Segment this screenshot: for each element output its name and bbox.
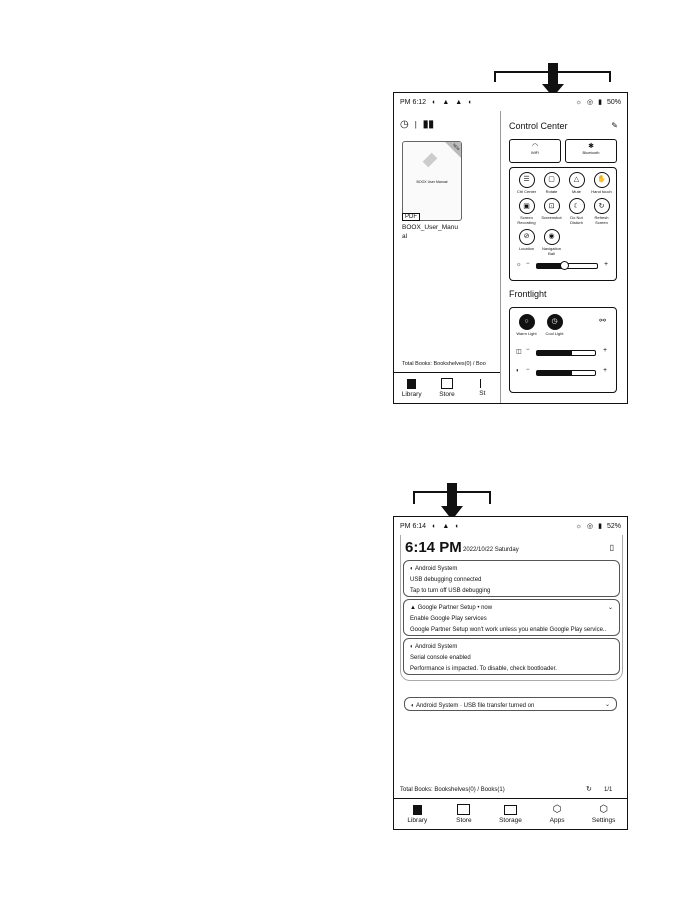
quick-setting-sliders[interactable]: ☰ Ctrl Center — [514, 172, 539, 194]
quick-setting-location[interactable]: ⊘ Location — [514, 229, 539, 256]
cool-minus[interactable]: − — [526, 367, 530, 373]
diamond-logo-icon — [423, 153, 438, 168]
nav-settings[interactable] — [580, 799, 627, 829]
apps-icon: ⬡ — [552, 803, 562, 815]
book-icon — [413, 805, 422, 815]
warm-slider[interactable] — [536, 350, 596, 356]
warning-icon: ▲ — [455, 98, 463, 106]
cool-light-icon: ◷ — [547, 314, 563, 330]
status-app-icon: ◐ — [432, 98, 437, 106]
screenshot-icon: ⊡ — [544, 198, 560, 214]
nav-store[interactable] — [429, 373, 464, 403]
folder-icon — [504, 805, 517, 815]
wifi-icon: ◠ — [531, 143, 539, 150]
nav-label: Apps — [549, 816, 565, 824]
status-app-icon: ◐ — [432, 522, 437, 530]
control-center-title: Control Center — [509, 121, 568, 131]
sync-icon: ◎ — [587, 523, 594, 530]
nav-apps[interactable] — [534, 799, 581, 829]
new-badge: NEW — [451, 142, 461, 152]
edit-icon[interactable]: ✎ — [611, 121, 618, 130]
bookshelf-icon[interactable]: ▮▮ — [422, 119, 434, 130]
hand-icon: ✋ — [594, 172, 610, 188]
control-center-panel — [500, 111, 628, 403]
nav-store[interactable] — [441, 799, 488, 829]
cool-plus[interactable]: + — [603, 367, 608, 374]
device-screen-top — [393, 92, 628, 404]
cool-light-icon-small: ◐ — [516, 368, 520, 374]
warm-light-icon-small: ◫ — [516, 349, 522, 355]
sliders-icon: ☰ — [519, 172, 535, 188]
chevron-down-icon[interactable]: ⌄ — [607, 605, 613, 611]
refresh-icon: ↻ — [594, 198, 610, 214]
battery-percent: 52% — [606, 522, 621, 530]
clock-date: 2022/10/22 Saturday — [463, 547, 519, 553]
bottom-nav — [394, 798, 627, 829]
nav-label: St — [479, 390, 486, 397]
pdf-tag: PDF — [402, 213, 420, 221]
bottom-nav — [394, 372, 500, 403]
quick-settings-box — [509, 167, 617, 281]
book-cover[interactable] — [402, 141, 462, 221]
link-icon[interactable]: ⚯ — [599, 316, 606, 325]
status-app-icon: ◐ — [468, 98, 473, 106]
volume-slider[interactable] — [536, 263, 598, 269]
nav-storage[interactable] — [487, 799, 534, 829]
brightness-icon: ☼ — [516, 262, 522, 268]
nav-label: Store — [439, 391, 455, 398]
warm-plus[interactable]: + — [603, 347, 608, 354]
light-bulb-icon: ☼ — [575, 522, 583, 530]
bluetooth-icon: ✱ — [588, 143, 594, 150]
status-app-icon: ◐ — [455, 522, 460, 530]
notification-shade — [400, 535, 623, 681]
status-bar — [394, 93, 627, 111]
book-icon — [407, 379, 416, 389]
nav-label: Library — [407, 816, 428, 824]
status-time: PM 6:14 — [400, 522, 427, 530]
notification-card[interactable]: ◐ Android System USB debugging connected Tap to turn off USB debugging — [403, 560, 620, 597]
warning-icon: ▲ — [410, 605, 416, 611]
status-bar — [394, 517, 627, 535]
wifi-toggle[interactable] — [509, 139, 561, 163]
nav-storage-partial[interactable] — [465, 373, 500, 403]
chevron-down-icon[interactable]: ⌄ — [604, 702, 610, 708]
clear-all-icon[interactable]: ▯ — [609, 543, 614, 552]
store-icon — [457, 804, 470, 815]
quick-setting-moon[interactable]: ☾ Do Not Disturb — [564, 198, 589, 225]
warm-minus[interactable]: − — [526, 347, 530, 353]
total-books-label: Total Books: Bookshelves(0) / Boo — [402, 361, 486, 367]
quick-setting-navball[interactable]: ◉ Navigation Ball — [539, 229, 564, 256]
record-icon: ▣ — [519, 198, 535, 214]
navball-icon: ◉ — [544, 229, 560, 245]
notification-card[interactable]: ◐ Android System · USB file transfer turned on ⌄ — [404, 697, 617, 711]
wifi-label: WiFi — [531, 150, 539, 155]
store-icon — [441, 378, 453, 389]
cool-light-toggle[interactable]: ◷ Cool Light — [542, 314, 567, 336]
total-books-label: Total Books: Bookshelves(0) / Books(1) — [400, 787, 505, 793]
nav-label: Library — [401, 390, 422, 398]
moon-icon: ☾ — [569, 198, 585, 214]
quick-setting-rotate[interactable]: ▢ Rotate — [539, 172, 564, 194]
library-pane: ◷ | ▮▮ NEW BOOX User Manual PDF BOOX_User_Manu al — [394, 111, 500, 373]
location-icon: ⊘ — [519, 229, 535, 245]
frontlight-box — [509, 307, 617, 393]
warm-light-icon: ○ — [519, 314, 535, 330]
bluetooth-toggle[interactable] — [565, 139, 617, 163]
bell-icon: △ — [569, 172, 585, 188]
sync-icon: ◎ — [587, 99, 594, 106]
cool-slider[interactable] — [536, 370, 596, 376]
quick-setting-refresh[interactable]: ↻ Refresh Screen — [589, 198, 614, 225]
battery-icon: ▮ — [598, 99, 602, 106]
settings-icon: ⬡ — [599, 803, 609, 815]
book-file-name[interactable]: BOOX_User_Manu al — [402, 224, 458, 240]
rotate-icon: ▢ — [544, 172, 560, 188]
notification-card[interactable]: ◐ Android System Serial console enabled Performance is impacted. To disable, check bootloader. — [403, 638, 620, 675]
android-icon: ◐ — [410, 566, 414, 572]
clock-icon[interactable]: ◷ — [400, 119, 409, 130]
nav-label: Storage — [499, 816, 522, 824]
nav-label: Settings — [591, 816, 616, 824]
quick-setting-record[interactable]: ▣ Screen Recording — [514, 198, 539, 225]
volume-minus[interactable]: − — [526, 261, 530, 267]
warning-icon: ▲ — [442, 522, 450, 530]
battery-percent: 50% — [606, 98, 621, 106]
warning-icon: ▲ — [442, 98, 450, 106]
folder-icon — [480, 379, 485, 388]
clock-time: 6:14 PM — [405, 539, 462, 556]
android-icon: ◐ — [411, 703, 415, 709]
refresh-icon[interactable]: ↻ — [586, 786, 592, 793]
status-time: PM 6:12 — [400, 98, 427, 106]
volume-plus[interactable]: + — [604, 261, 609, 268]
bluetooth-label: Bluetooth — [582, 150, 600, 155]
page-indicator: 1/1 — [604, 787, 613, 793]
nav-library[interactable] — [394, 799, 441, 829]
quick-setting-bell[interactable]: △ Mute — [564, 172, 589, 194]
nav-label: Store — [456, 817, 472, 824]
warm-light-toggle[interactable]: ○ Warm Light — [514, 314, 539, 336]
quick-setting-hand[interactable]: ✋ Hand touch — [589, 172, 614, 194]
light-bulb-icon: ☼ — [575, 98, 583, 106]
quick-setting-screenshot[interactable]: ⊡ Screenshot — [539, 198, 564, 225]
android-icon: ◐ — [410, 644, 414, 650]
notification-card[interactable]: ▲ Google Partner Setup • now ⌄ Enable Google Play services Google Partner Setup won't work unless you enable Google Play service.. — [403, 599, 620, 636]
device-screen-bottom — [393, 516, 628, 830]
frontlight-title: Frontlight — [509, 289, 547, 299]
battery-icon: ▮ — [598, 523, 602, 530]
nav-library[interactable] — [394, 373, 429, 403]
cover-title: BOOX User Manual — [416, 180, 448, 184]
